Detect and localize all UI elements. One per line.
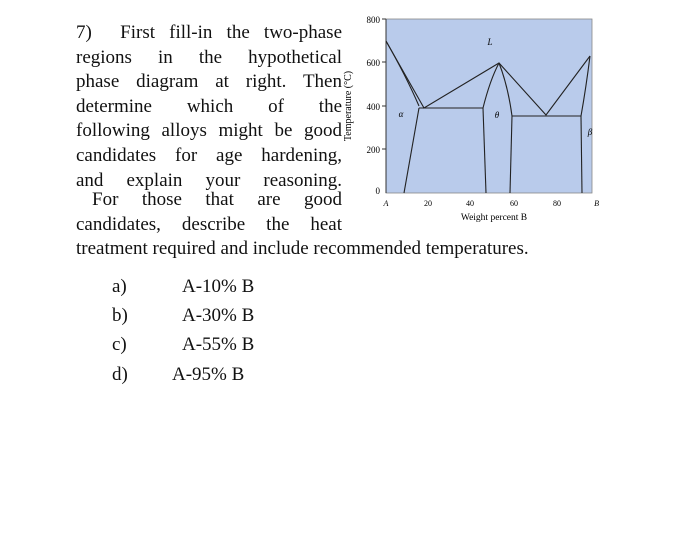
- y-tick-label: 0: [375, 186, 380, 196]
- phase-label-liquid: L: [487, 37, 493, 47]
- question-line: 7) First fill-in the two-phase: [76, 22, 343, 43]
- option-label: a): [112, 276, 127, 297]
- question-line: phase diagram at right. Then: [76, 71, 342, 93]
- y-tick-label: 200: [366, 145, 380, 155]
- option-label: b): [112, 305, 128, 326]
- question-line: candidates for age hardening,: [76, 144, 342, 166]
- option-text: A-55% B: [182, 334, 255, 355]
- instruction-text: [76, 188, 342, 237]
- x-axis-label: Weight percent B: [460, 213, 528, 223]
- y-axis-label: Temperature (°C): [343, 70, 354, 142]
- x-tick-label: 20: [424, 199, 432, 208]
- question-line: determine which of the: [76, 95, 342, 117]
- question-line: regions in the hypothetical: [76, 46, 342, 68]
- phase-diagram: [340, 8, 600, 233]
- x-tick-label: A: [383, 199, 389, 208]
- instruction-line: candidates, describe the heat: [76, 213, 342, 235]
- x-tick-label: 40: [466, 199, 474, 208]
- option-text: A-10% B: [182, 276, 255, 297]
- question-line: following alloys might be good: [76, 120, 342, 142]
- phase-label-beta: β: [587, 127, 593, 137]
- option-text: A-95% B: [172, 364, 245, 385]
- x-tick-label: 60: [510, 199, 518, 208]
- option-text: A-30% B: [182, 305, 255, 326]
- y-tick-label: 400: [366, 102, 380, 112]
- instruction-line: For those that are good: [92, 189, 342, 210]
- instruction-last-line: treatment required and include recommended temperatures.: [76, 238, 529, 259]
- y-tick-label: 600: [366, 58, 380, 68]
- option-label: c): [112, 334, 127, 355]
- x-tick-label: B: [594, 199, 599, 208]
- question-number: 7): [76, 22, 92, 43]
- phase-label-alpha: α: [398, 109, 404, 119]
- question-line: and explain your reasoning.: [76, 169, 342, 191]
- x-tick-label: 80: [553, 199, 561, 208]
- option-label: d): [112, 364, 128, 385]
- question-text: [76, 21, 342, 193]
- y-tick-label: 800: [366, 15, 380, 25]
- phase-label-theta: θ: [494, 110, 500, 120]
